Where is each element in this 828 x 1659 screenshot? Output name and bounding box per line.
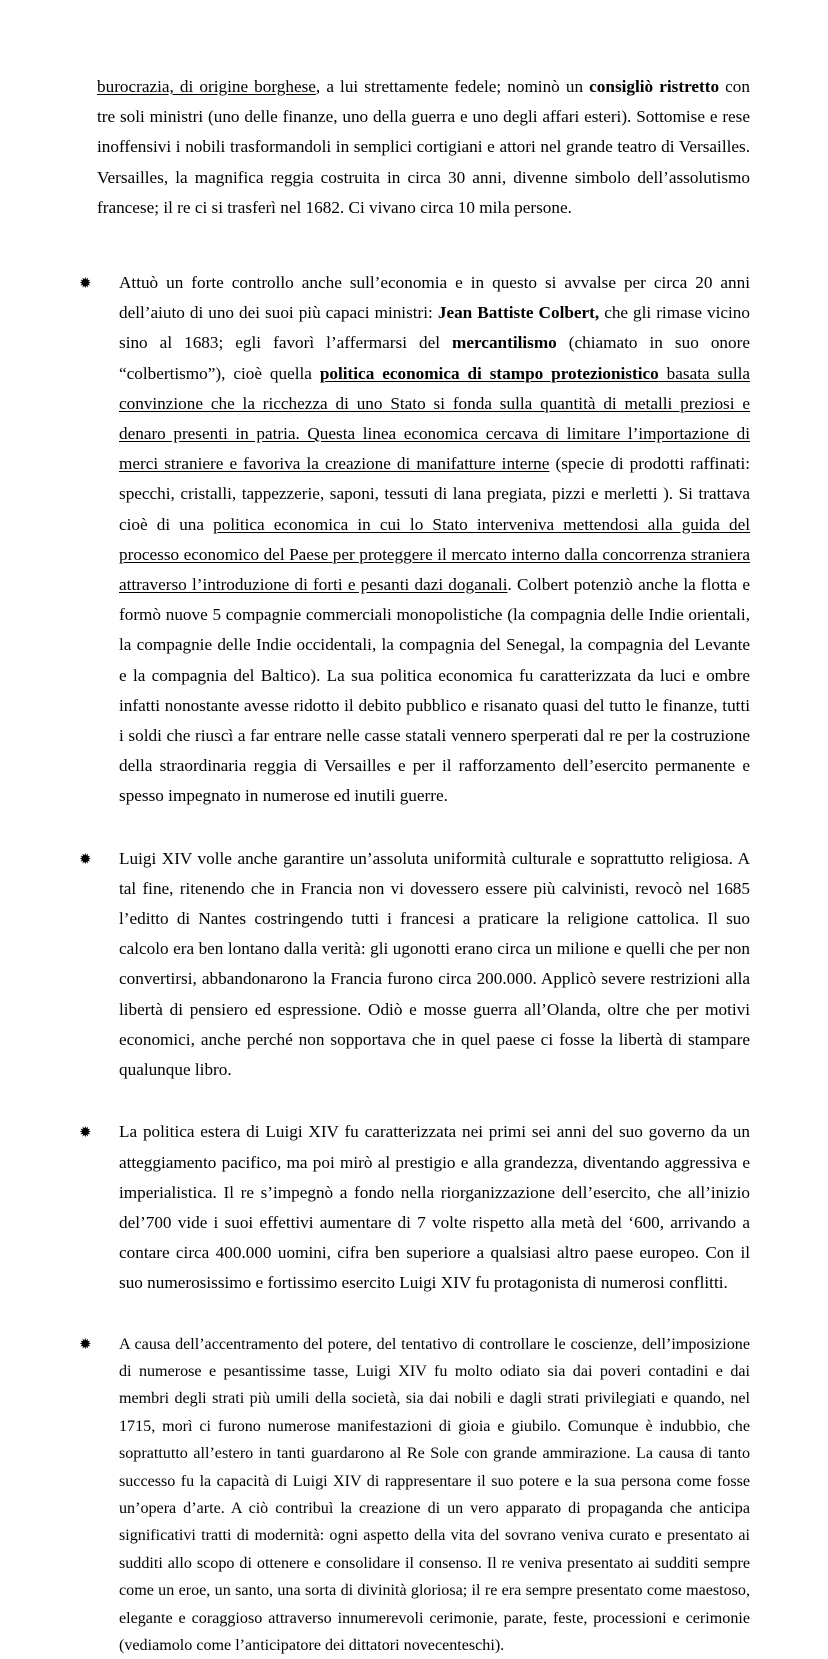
bullet-1-run-5: (chiamato in suo onore “colbertismo”), cioè quella [119,333,750,383]
star-bullet-icon: ✹ [79,274,92,293]
bullet-1-underlined-run-9: politica economica in cui lo Stato interveniva mettendosi alla guida del processo economico del Paese per proteggere il mercato interno dalla concorrenza straniera attraverso l’introduzione di forti e pesanti dazi doganali [119,514,750,595]
bullet-3-text: La politica estera di Luigi XIV fu caratterizzata nei primi sei anni del suo governo da un atteggiamento pacifico, ma poi mirò al prestigio e alla grandezza, diventando aggressiva e imperialistica. Il re s’impegnò a fondo nella riorganizzazione dell’esercito, che all’inizio del’700 vide i suoi effettivi aumentare di 7 volte rispetto alla metà del ‘600, arrivando a contare circa 400.000 uomini, cifra ben superiore a qualsiasi altro paese europeo. Con il suo numerosissimo e fortissimo esercito Luigi XIV fu protagonista di numerosi conflitti. [119,1122,750,1293]
bullet-list [79,268,751,1659]
star-bullet-icon: ✹ [79,1334,92,1353]
bullet-1-bold-mercantilismo: mercantilismo [452,333,557,353]
list-item-politica-estera [79,1117,750,1298]
bullet-1-bold-underlined-politica: politica economica di stampo protezionistico [319,363,659,383]
list-item-propaganda [79,1331,750,1659]
intro-run-2: , a lui strettamente fedele; nominò un [315,77,590,96]
bullet-1-run-10: . Colbert potenziò anche la flotta e formò nuove 5 compagnie commerciali monopolistiche (la compagnia delle Indie orientali, la compagnie delle Indie occidentali, la compagnia del Senegal, la compagnia del Levante e la compagnia del Baltico). La sua politica economica fu caratterizzata da luci e ombre infatti nonostante avesse ridotto il debito pubblico e risanato quasi del tutto le finanze, tutti i soldi che riuscì a far entrare nelle casse statali vennero sperperati dal re per la costruzione della straordinaria reggia di Versailles e per il rafforzamento dell’esercito permanente e spesso impegnato in numerose ed inutili guerre. [119,575,750,806]
intro-underlined-run: burocrazia, di origine borghese [97,77,316,96]
bullet-1-run-8: (specie di prodotti raffinati: specchi, cristalli, tappezzerie, saponi, tessuti di lana pregiata, pizzi e merletti ). Si trattava cioè di una [119,454,750,534]
list-item-religione [79,844,750,1086]
bullet-1-bold-colbert: Jean Battiste Colbert, [437,303,600,323]
intro-run-4: con tre soli ministri (uno delle finanze, uno della guerra e uno degli affari esteri). Sottomise e rese inoffensivi i nobili trasformandoli in semplici cortigiani e attori nel grande teatro di Versailles. Versailles, la magnifica reggia costruita in circa 30 anni, divenne simbolo dell’assolutismo francese; il re ci si trasferì nel 1682. Ci vivano circa 10 mila persone. [97,77,750,217]
bullet-4-text: A causa dell’accentramento del potere, del tentativo di controllare le coscienze, dell’imposizione di numerose e pesantissime tasse, Luigi XIV fu molto odiato sia dai poveri contadini e dai membri degli strati più umili della società, sia dai nobili e dagli strati privilegiati e quando, nel 1715, morì ci furono numerose manifestazioni di gioia e giubilo. Comunque è indubbio, che soprattutto all’estero in tanti guardarono al Re Sole con grande ammirazione. La causa di tanto successo fu la capacità di Luigi XIV di rappresentare il suo potere e la sua persona come fosse un’opera d’arte. A ciò contribuì la creazione di un vero apparato di propaganda che anticipa significativi tratti di modernità: ogni aspetto della vita del sovrano veniva curato e presentato ai sudditi allo scopo di ottenere e consolidare il consenso. Il re veniva presentato ai sudditi sempre come un eroe, un santo, una sorta di divinità gloriosa; il re era sempre presentato come maestoso, elegante e coraggioso attraverso innumerevoli cerimonie, parate, feste, processioni e cerimonie (vediamolo come l’anticipatore dei dittatori novecenteschi). [119,1335,750,1654]
document-body [79,72,751,1659]
star-bullet-icon: ✹ [79,849,92,868]
bullet-1-run-3: che gli rimase vicino sino al 1683; egli favorì l’affermarsi del [119,303,750,353]
bullet-2-text: Luigi XIV volle anche garantire un’assoluta uniformità culturale e soprattutto religiosa. A tal fine, ritenendo che in Francia non vi dovessero essere più calvinisti, revocò nel 1685 l’editto di Nantes costringendo tutti i francesi a praticare la religione cattolica. Il suo calcolo era ben lontano dalla verità: gli ugonotti erano circa un milione e quelli che per non convertirsi, abbandonarono la Francia furono circa 200.000. Applicò severe restrizioni alla libertà di pensiero ed espressione. Odiò e mosse guerra all’Olanda, oltre che per motivi economici, anche perché non sopportava che in quel paese ci fosse la libertà di stampare qualunque libro. [119,848,750,1080]
list-item-economia [79,268,751,812]
star-bullet-icon: ✹ [79,1123,92,1142]
bullet-1-run-1: Attuò un forte controllo anche sull’economia e in questo si avvalse per circa 20 anni dell’aiuto di uno dei suoi più capaci ministri: [119,273,750,323]
intro-bold-run: consigliò ristretto [589,77,720,96]
bullet-1-underlined-run-7: basata sulla convinzione che la ricchezza di uno Stato si fonda sulla quantità di metalli preziosi e denaro presenti in patria. Questa linea economica cercava di limitare l’importazione di merci straniere e favoriva la creazione di manifatture interne [119,363,751,474]
intro-paragraph [97,72,750,223]
